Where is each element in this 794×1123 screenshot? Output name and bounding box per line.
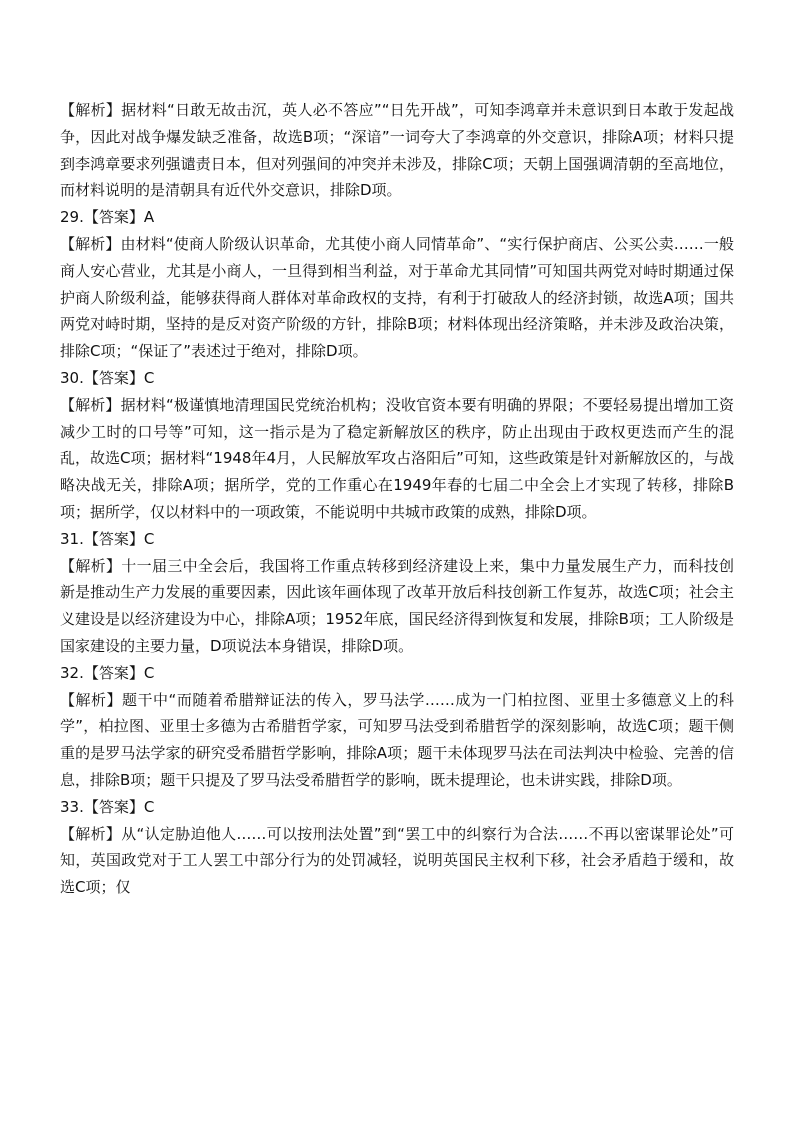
answer-line: 32.【答案】C [60,663,155,682]
analysis-paragraph: 【解析】题干中“而随着希腊辩证法的传入，罗马法学……成为一门柏拉图、亚里士多德意义上的科学”，柏拉图、亚里士多德为古希腊哲学家，可知罗马法受到希腊哲学的深刻影响，故选C项；题干侧重的是罗马法学家的研究受希腊哲学影响，排除A项；题干未体现罗马法在司法判决中检验、完善的信息，排除B项；题干只提及了罗马法受希腊哲学的影响，既未提理论，也未讲实践，排除D项。 [60,690,734,789]
analysis-paragraph: 【解析】由材料“使商人阶级认识革命，尤其使小商人同情革命”、“实行保护商店、公买公卖……一般商人安心营业，尤其是小商人，一旦得到相当利益，对于革命尤其同情”可知国共两党对峙时期通过保护商人阶级利益，能够获得商人群体对革命政权的支持，有利于打破敌人的经济封锁，故选A项；国共两党对峙时期，坚持的是反对资产阶级的方针，排除B项；材料体现出经济策略，并未涉及政治决策，排除C项；“保证了”表述过于绝对，排除D项。 [60,234,734,361]
analysis-paragraph: 【解析】据材料“日敢无故击沉，英人必不答应”“日先开战”，可知李鸿章并未意识到日本敢于发起战争，因此对战争爆发缺乏准备，故选B项；“深谙”一词夸大了李鸿章的外交意识，排除A项；材料只提到李鸿章要求列强谴责日本，但对列强间的冲突并未涉及，排除C项；天朝上国强调清朝的至高地位，而材料说明的是清朝具有近代外交意识，排除D项。 [60,101,734,200]
analysis-paragraph: 【解析】十一届三中全会后，我国将工作重点转移到经济建设上来，集中力量发展生产力，而科技创新是推动生产力发展的重要因素，因此该年画体现了改革开放后科技创新工作复苏，故选C项；社会主义建设是以经济建设为中心，排除A项；1952年底，国民经济得到恢复和发展，排除B项；工人阶级是国家建设的主要力量，D项说法本身错误，排除D项。 [60,556,734,655]
analysis-paragraph: 【解析】据材料“极谨慎地清理国民党统治机构；没收官资本要有明确的界限；不要轻易提出增加工资减少工时的口号等”可知，这一指示是为了稳定新解放区的秩序，防止出现由于政权更迭而产生的混乱，故选C项；据材料“1948年4月，人民解放军攻占洛阳后”可知，这些政策是针对新解放区的，与战略决战无关，排除A项；据所学，党的工作重心在1949年春的七届二中全会上才实现了转移，排除B项；据所学，仅以材料中的一项政策，不能说明中共城市政策的成熟，排除D项。 [60,395,734,521]
answer-line: 30.【答案】C [60,368,155,387]
answer-line: 29.【答案】A [60,208,155,227]
answer-line: 31.【答案】C [60,529,155,548]
answer-line: 33.【答案】C [60,797,155,816]
analysis-paragraph: 【解析】从“认定胁迫他人……可以按刑法处置”到“罢工中的纠察行为合法……不再以密谋罪论处”可知，英国政党对于工人罢工中部分行为的处罚减轻，说明英国民主权利下移，社会矛盾趋于缓和，故选C项；仅 [60,824,734,897]
document-page [60,97,734,901]
